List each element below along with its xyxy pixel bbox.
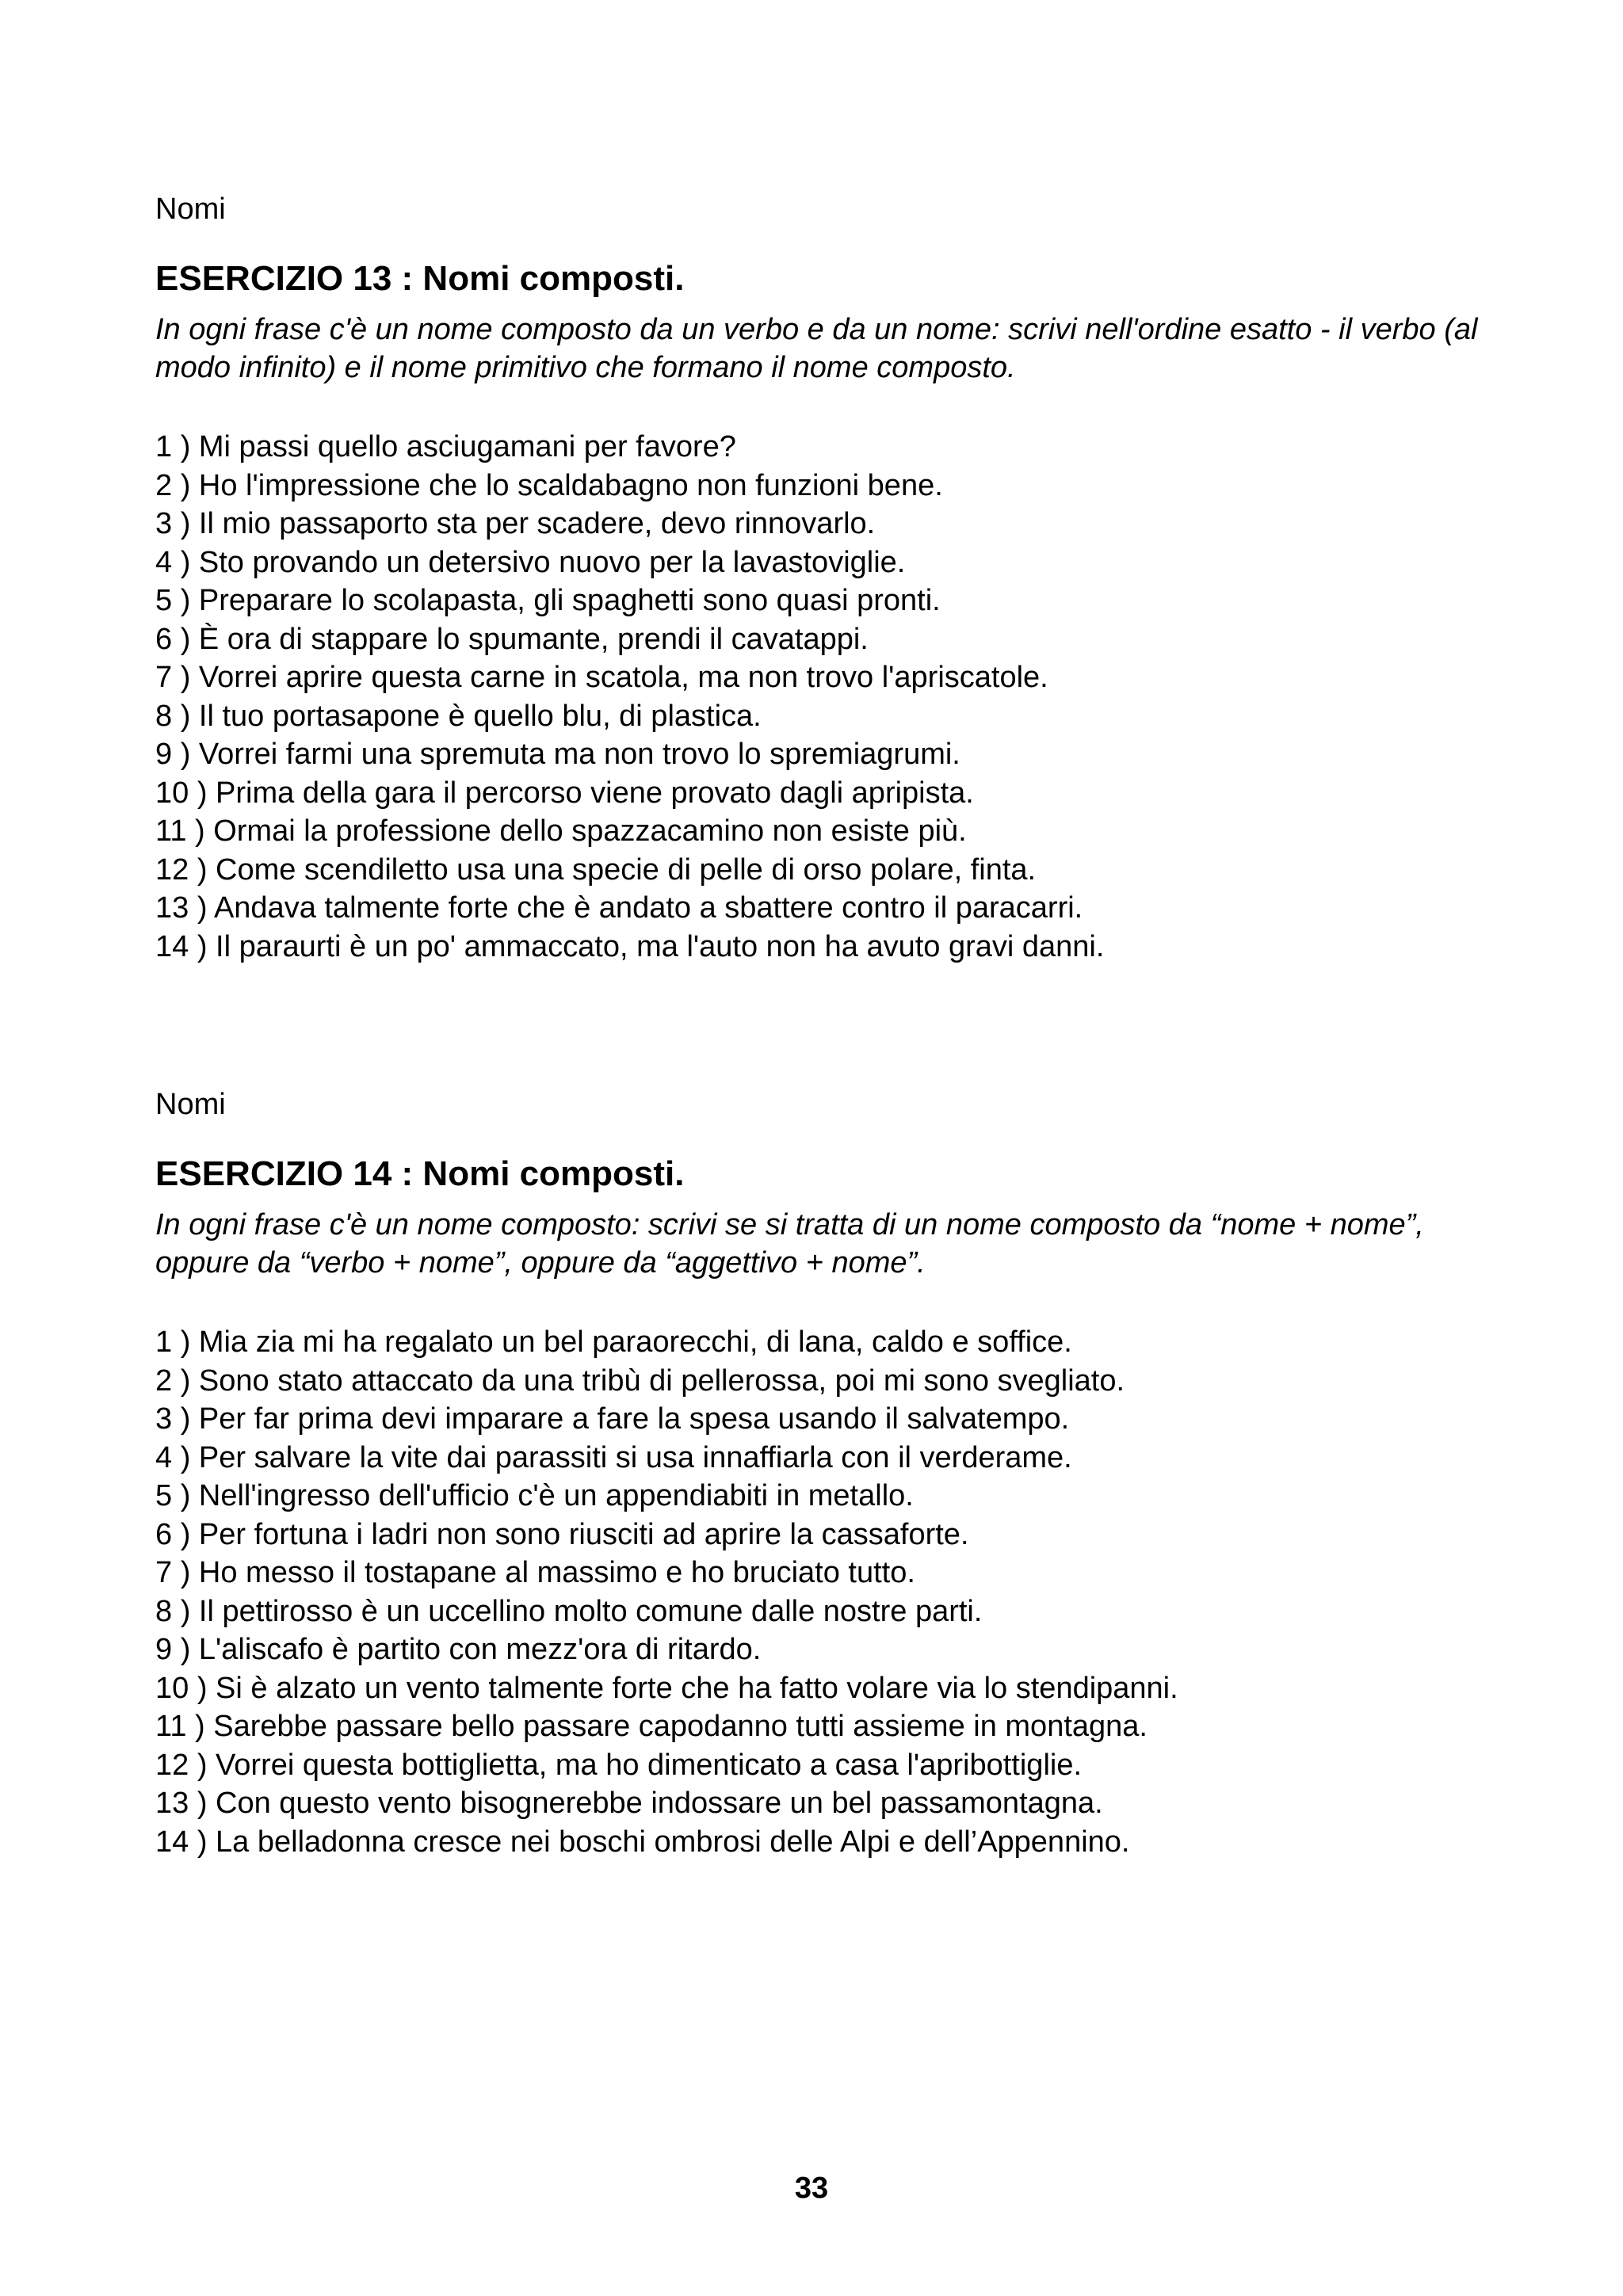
exercise-title: ESERCIZIO 14 : Nomi composti. <box>155 1154 685 1193</box>
list-item: 13 ) Con questo vento bisognerebbe indossare un bel passamontagna. <box>155 1787 1103 1820</box>
exercise-instruction: In ogni frase c'è un nome composto da un verbo e da un nome: scrivi nell'ordine esatto - il verbo (al modo infinito) e il nome primitivo che formano il nome composto. <box>155 313 1478 384</box>
list-item: 11 ) Sarebbe passare bello passare capodanno tutti assieme in montagna. <box>155 1710 1148 1743</box>
list-item: 9 ) Vorrei farmi una spremuta ma non trovo lo spremiagrumi. <box>155 738 960 771</box>
list-item: 2 ) Ho l'impressione che lo scaldabagno non funzioni bene. <box>155 468 943 502</box>
list-item: 8 ) Il tuo portasapone è quello blu, di plastica. <box>155 699 762 733</box>
list-item: 7 ) Vorrei aprire questa carne in scatola, ma non trovo l'apriscatole. <box>155 661 1048 694</box>
exercise-14 <box>155 1087 1503 1861</box>
list-item: 3 ) Per far prima devi imparare a fare la spesa usando il salvatempo. <box>155 1402 1070 1436</box>
list-item: 4 ) Sto provando un detersivo nuovo per la lavastoviglie. <box>155 545 906 579</box>
sentence-list <box>155 428 1503 966</box>
list-item: 11 ) Ormai la professione dello spazzacamino non esiste più. <box>155 814 967 848</box>
sentence-list <box>155 1323 1503 1861</box>
list-item: 9 ) L'aliscafo è partito con mezz'ora di ritardo. <box>155 1633 762 1666</box>
exercise-title: ESERCIZIO 13 : Nomi composti. <box>155 259 685 298</box>
list-item: 6 ) È ora di stappare lo spumante, prendi il cavatappi. <box>155 622 869 656</box>
list-item: 7 ) Ho messo il tostapane al massimo e ho bruciato tutto. <box>155 1556 915 1589</box>
list-item: 8 ) Il pettirosso è un uccellino molto comune dalle nostre parti. <box>155 1594 983 1628</box>
list-item: 3 ) Il mio passaporto sta per scadere, devo rinnovarlo. <box>155 507 876 540</box>
page-number: 33 <box>794 2172 829 2205</box>
exercise-13 <box>155 192 1503 966</box>
section-category: Nomi <box>155 193 226 226</box>
list-item: 5 ) Preparare lo scolapasta, gli spaghetti sono quasi pronti. <box>155 584 941 617</box>
list-item: 12 ) Come scendiletto usa una specie di pelle di orso polare, finta. <box>155 852 1037 887</box>
section-category: Nomi <box>155 1088 226 1121</box>
list-item: 10 ) Si è alzato un vento talmente forte che ha fatto volare via lo stendipanni. <box>155 1671 1178 1705</box>
list-item: 12 ) Vorrei questa bottiglietta, ma ho dimenticato a casa l'apribottiglie. <box>155 1748 1083 1782</box>
list-item: 5 ) Nell'ingresso dell'ufficio c'è un appendiabiti in metallo. <box>155 1479 914 1512</box>
list-item: 14 ) La belladonna cresce nei boschi ombrosi delle Alpi e dell’Appennino. <box>155 1825 1130 1859</box>
exercise-instruction: In ogni frase c'è un nome composto: scrivi se si tratta di un nome composto da “nome + nome”, oppure da “verbo + nome”, oppure da “aggettivo + nome”. <box>155 1208 1424 1280</box>
list-item: 6 ) Per fortuna i ladri non sono riusciti ad aprire la cassaforte. <box>155 1517 969 1551</box>
list-item: 1 ) Mia zia mi ha regalato un bel paraorecchi, di lana, caldo e soffice. <box>155 1325 1072 1359</box>
list-item: 10 ) Prima della gara il percorso viene provato dagli apripista. <box>155 776 974 810</box>
list-item: 1 ) Mi passi quello asciugamani per favore? <box>155 430 736 463</box>
list-item: 4 ) Per salvare la vite dai parassiti si usa innaffiarla con il verderame. <box>155 1440 1072 1474</box>
list-item: 14 ) Il paraurti è un po' ammaccato, ma l'auto non ha avuto gravi danni. <box>155 929 1105 963</box>
list-item: 2 ) Sono stato attaccato da una tribù di pellerossa, poi mi sono svegliato. <box>155 1363 1125 1398</box>
list-item: 13 ) Andava talmente forte che è andato a sbattere contro il paracarri. <box>155 891 1083 925</box>
